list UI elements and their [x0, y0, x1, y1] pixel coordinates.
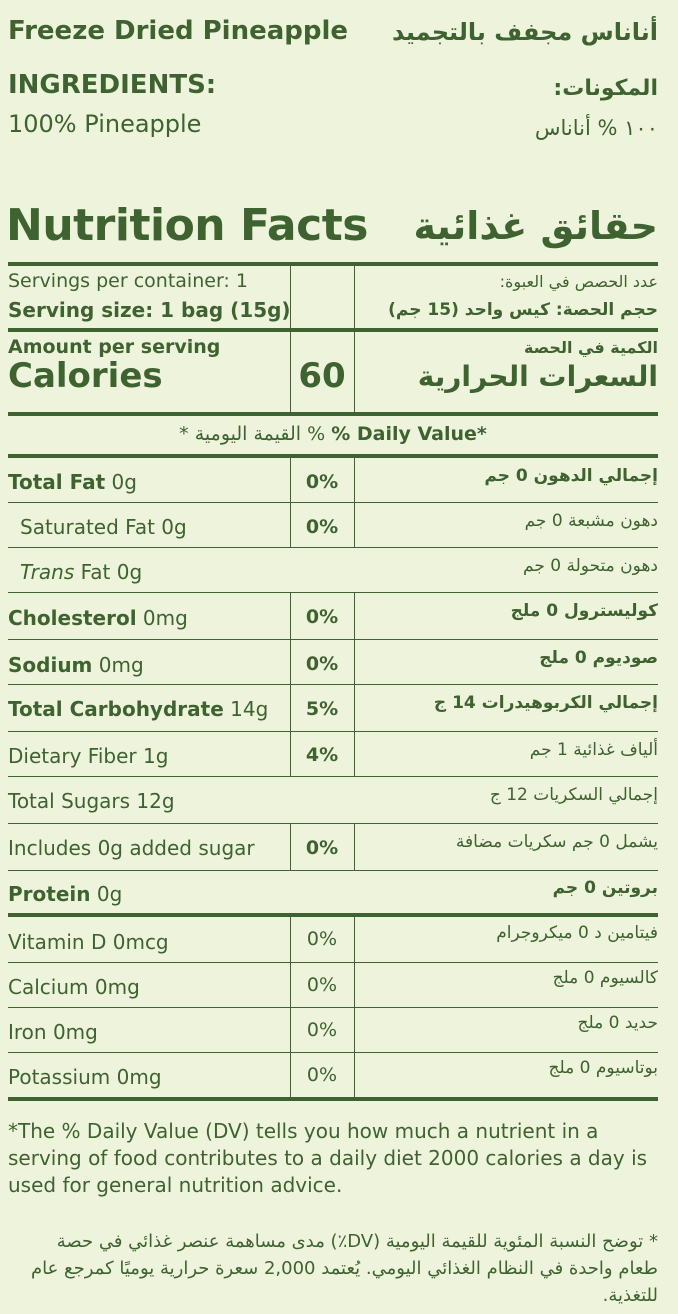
daily-value-header-en: % Daily Value* [331, 423, 487, 445]
nutrient-name: Sodium [8, 653, 93, 677]
nutrient-row-cholesterol [8, 593, 658, 640]
nutrient-name: Cholesterol [8, 606, 137, 630]
nutrient-amount: 0g [90, 882, 123, 906]
nutrient-amount: 0mg [136, 606, 188, 630]
product-name-en: Freeze Dried Pineapple [8, 16, 349, 46]
nutrition-panel [8, 262, 658, 1101]
nutrient-row-added-sugar [8, 824, 658, 871]
nutrient-amount: 12g [130, 789, 175, 813]
calories-label-en: Calories [8, 356, 163, 396]
nutrient-row-dietary-fiber [8, 732, 658, 777]
nutrient-name-ar: كالسيوم 0 ملج [552, 968, 658, 988]
nutrient-name-ar: حديد 0 ملج [577, 1013, 658, 1033]
nutrient-name-ar: دهون مشبعة 0 جم [524, 511, 658, 531]
nutrient-amount: 0g [154, 515, 187, 539]
nutrient-row-trans-fat [8, 548, 658, 593]
nutrient-amount: 0g [105, 470, 137, 494]
daily-value-header-ar: * القيمة اليومية % [179, 423, 326, 445]
calories-label-ar: السعرات الحرارية [417, 360, 658, 393]
serving-size-ar: حجم الحصة: كيس واحد (15 جم) [388, 300, 658, 320]
nutrient-name-ar: إجمالي الكربوهيدرات 14 ج [433, 693, 658, 713]
nutrient-row-saturated-fat [8, 503, 658, 548]
serving-size-en: Serving size: 1 bag (15g) [8, 298, 291, 322]
nutrient-pct: 0% [305, 837, 339, 859]
nutrient-amount: 0mcg [106, 930, 169, 954]
ingredients-label-ar: المكونات: [553, 76, 658, 101]
nutrient-name: Trans [20, 560, 75, 584]
nutrient-name: Dietary Fiber [8, 744, 137, 768]
nutrient-pct: 0% [306, 974, 338, 996]
nutrient-name-ar: ألياف غذائية 1 جم [529, 740, 658, 760]
ingredients-value-en: 100% Pineapple [8, 110, 202, 138]
nutrient-amount: 0mg [110, 1065, 162, 1089]
nutrient-name-ar: فيتامين د 0 ميكروجرام [496, 923, 658, 943]
nutrition-facts-title-ar: حقائق غذائية [413, 204, 658, 248]
nutrient-pct: 0% [305, 606, 339, 628]
daily-value-header [8, 416, 658, 458]
nutrient-amount: 0mg [92, 653, 144, 677]
nutrient-name: Total Carbohydrate [8, 697, 224, 721]
nutrient-name: Calcium [8, 975, 89, 999]
calories-value: 60 [298, 356, 346, 396]
nutrient-name-ar: بروتين 0 جم [552, 878, 658, 898]
nutrient-amount: 0mg [46, 1020, 98, 1044]
ingredients-label-en: INGREDIENTS: [8, 70, 217, 100]
nutrient-amount: Fat 0g [74, 560, 143, 584]
servings-per-container-ar: عدد الحصص في العبوة: [499, 272, 658, 291]
nutrient-row-calcium [8, 963, 658, 1008]
nutrient-pct: 0% [305, 516, 339, 538]
nutrient-name: Includes 0g added sugar [8, 836, 255, 860]
nutrient-name: Iron [8, 1020, 47, 1044]
calories-row [8, 328, 658, 416]
nutrient-name-ar: إجمالي السكريات 12 ج [489, 785, 658, 805]
nutrient-row-total-fat [8, 458, 658, 503]
nutrient-name: Total Fat [8, 470, 106, 494]
nutrient-name-ar: بوتاسيوم 0 ملج [548, 1058, 658, 1078]
panel-bottom-rule [8, 1097, 658, 1101]
nutrient-row-potassium [8, 1053, 658, 1097]
nutrient-amount: 0mg [88, 975, 140, 999]
amount-per-serving-en: Amount per serving [8, 336, 221, 358]
nutrient-name-ar: كوليسترول 0 ملج [510, 601, 658, 621]
nutrient-row-iron [8, 1008, 658, 1053]
ingredients-value-ar: ١٠٠ % أناناس [534, 116, 658, 140]
nutrient-name-ar: إجمالي الدهون 0 جم [484, 466, 658, 486]
nutrient-name-ar: صوديوم 0 ملج [539, 648, 658, 668]
nutrient-pct: 5% [305, 698, 339, 720]
nutrient-pct: 4% [305, 744, 339, 766]
footnote-en: *The % Daily Value (DV) tells you how much a nutrient in a serving of food contributes to a daily diet 2000 calories a day is used for general nutrition advice. [8, 1119, 648, 1197]
nutrient-name: Total Sugars [8, 789, 131, 813]
nutrient-row-sodium [8, 640, 658, 685]
nutrient-pct: 0% [306, 1064, 338, 1086]
nutrient-amount: 14g [223, 697, 269, 721]
nutrient-pct: 0% [306, 1019, 338, 1041]
nutrient-amount: 1g [136, 744, 169, 768]
nutrient-row-total-sugars [8, 777, 658, 824]
nutrient-row-protein [8, 871, 658, 917]
nutrient-name: Protein [8, 882, 91, 906]
nutrient-pct: 0% [305, 471, 339, 493]
nutrient-name-ar: دهون متحولة 0 جم [523, 556, 658, 576]
amount-per-serving-ar: الكمية في الحصة [523, 338, 658, 357]
product-name-ar: أناناس مجفف بالتجميد [392, 18, 658, 46]
nutrient-name-ar: يشمل 0 جم سكريات مضافة [455, 832, 658, 852]
nutrient-name: Vitamin D [8, 930, 107, 954]
servings-row [8, 262, 658, 328]
servings-per-container-en: Servings per container: 1 [8, 270, 248, 292]
nutrient-pct: 0% [305, 653, 339, 675]
footnote-ar: * توضح النسبة المئوية للقيمة اليومية (DV٪) مدى مساهمة عنصر غذائي في حصة طعام واحدة في النظام الغذائي اليومي. يُعتمد 2,000 سعرة حرارية يوميًا كمرجع عام للتغذية. [30, 1231, 658, 1306]
nutrition-facts-title-en: Nutrition Facts [6, 200, 368, 251]
nutrient-row-total-carbohydrate [8, 685, 658, 732]
nutrient-pct: 0% [306, 928, 338, 950]
nutrient-name: Potassium [8, 1065, 111, 1089]
nutrient-row-vitamin-d [8, 917, 658, 963]
nutrient-name: Saturated Fat [20, 515, 155, 539]
